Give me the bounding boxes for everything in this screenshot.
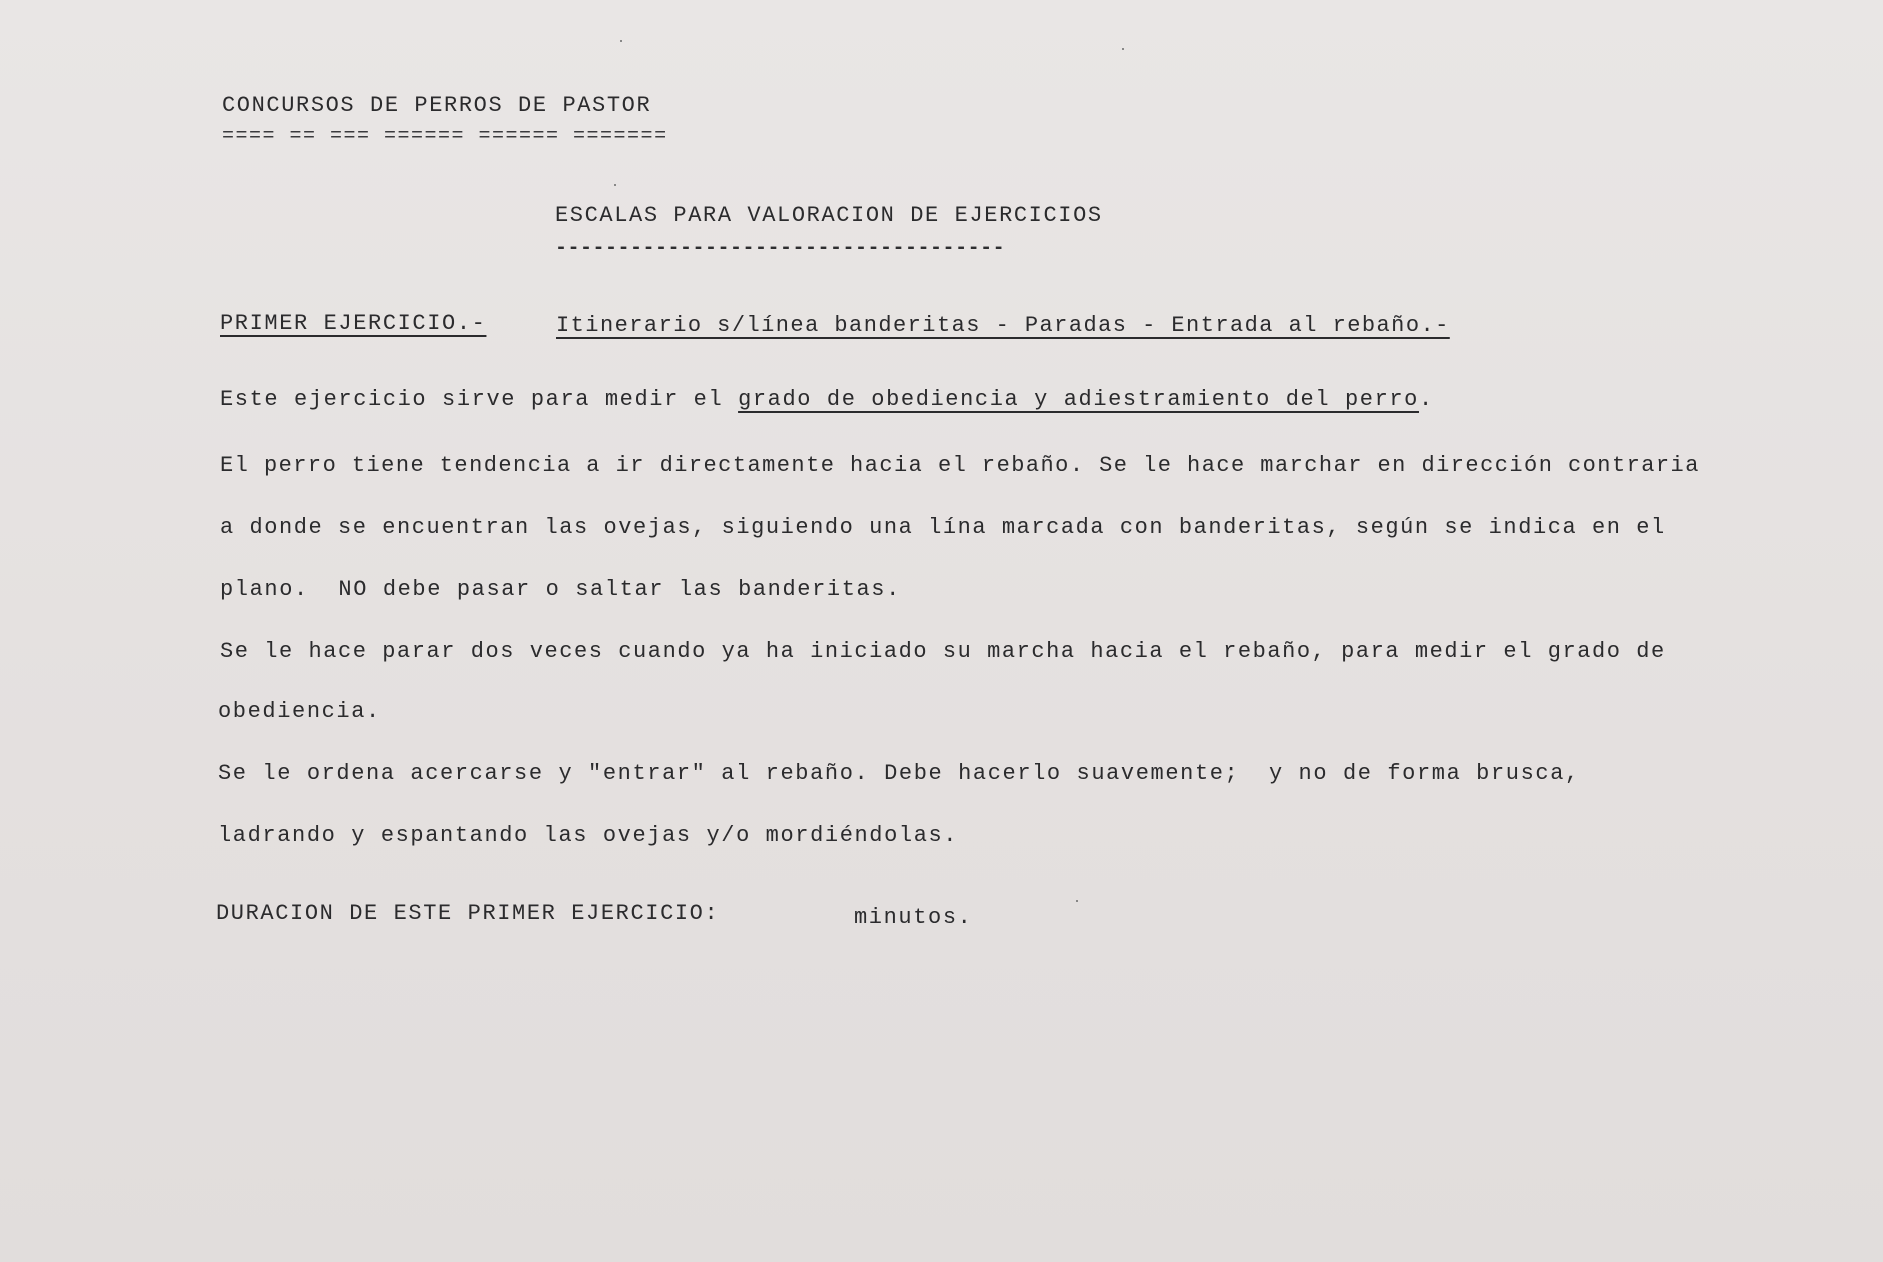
paragraph-stops-line-2: obediencia. <box>218 699 381 724</box>
paragraph-route-line-1: El perro tiene tendencia a ir directamente hacia el rebaño. Se le hace marchar en dirección contraria <box>220 453 1700 478</box>
section-heading-underline: ------------------------------------ <box>555 237 1006 260</box>
paragraph-entry-line-2: ladrando y espantando las ovejas y/o mordiéndolas. <box>218 823 959 848</box>
duration-label: DURACION DE ESTE PRIMER EJERCICIO: <box>216 901 720 926</box>
paper-speck <box>620 40 622 42</box>
duration-unit: minutos. <box>854 905 973 930</box>
paragraph-route-line-2: a donde se encuentran las ovejas, siguiendo una lína marcada con banderitas, según se indica en el <box>220 515 1666 540</box>
purpose-text-start: Este ejercicio sirve para medir el <box>220 387 739 412</box>
paragraph-route-line-3: plano. NO debe pasar o saltar las banderitas. <box>220 577 901 602</box>
paper-speck <box>614 184 616 186</box>
paragraph-stops-line-1: Se le hace parar dos veces cuando ya ha iniciado su marcha hacia el rebaño, para medir el grado de <box>220 639 1666 664</box>
paragraph-entry-line-1: Se le ordena acercarse y "entrar" al rebaño. Debe hacerlo suavemente; y no de forma brusca, <box>218 761 1580 786</box>
paper-speck <box>1076 900 1078 902</box>
paragraph-purpose <box>220 386 1434 414</box>
exercise-label-text: PRIMER EJERCICIO.- <box>220 311 487 336</box>
title-double-underline: ==== == === ====== ====== ======= <box>222 125 668 148</box>
document-title: CONCURSOS DE PERROS DE PASTOR <box>222 93 652 118</box>
purpose-text-end: . <box>1418 387 1434 412</box>
paper-speck <box>1122 48 1124 50</box>
purpose-text-underlined: grado de obediencia y adiestramiento del perro <box>738 387 1419 412</box>
section-heading: ESCALAS PARA VALORACION DE EJERCICIOS <box>555 203 1103 228</box>
exercise-topic-text: Itinerario s/línea banderitas - Paradas - Entrada al rebaño.- <box>556 313 1450 338</box>
exercise-label <box>220 310 486 338</box>
exercise-topic <box>556 312 1450 340</box>
